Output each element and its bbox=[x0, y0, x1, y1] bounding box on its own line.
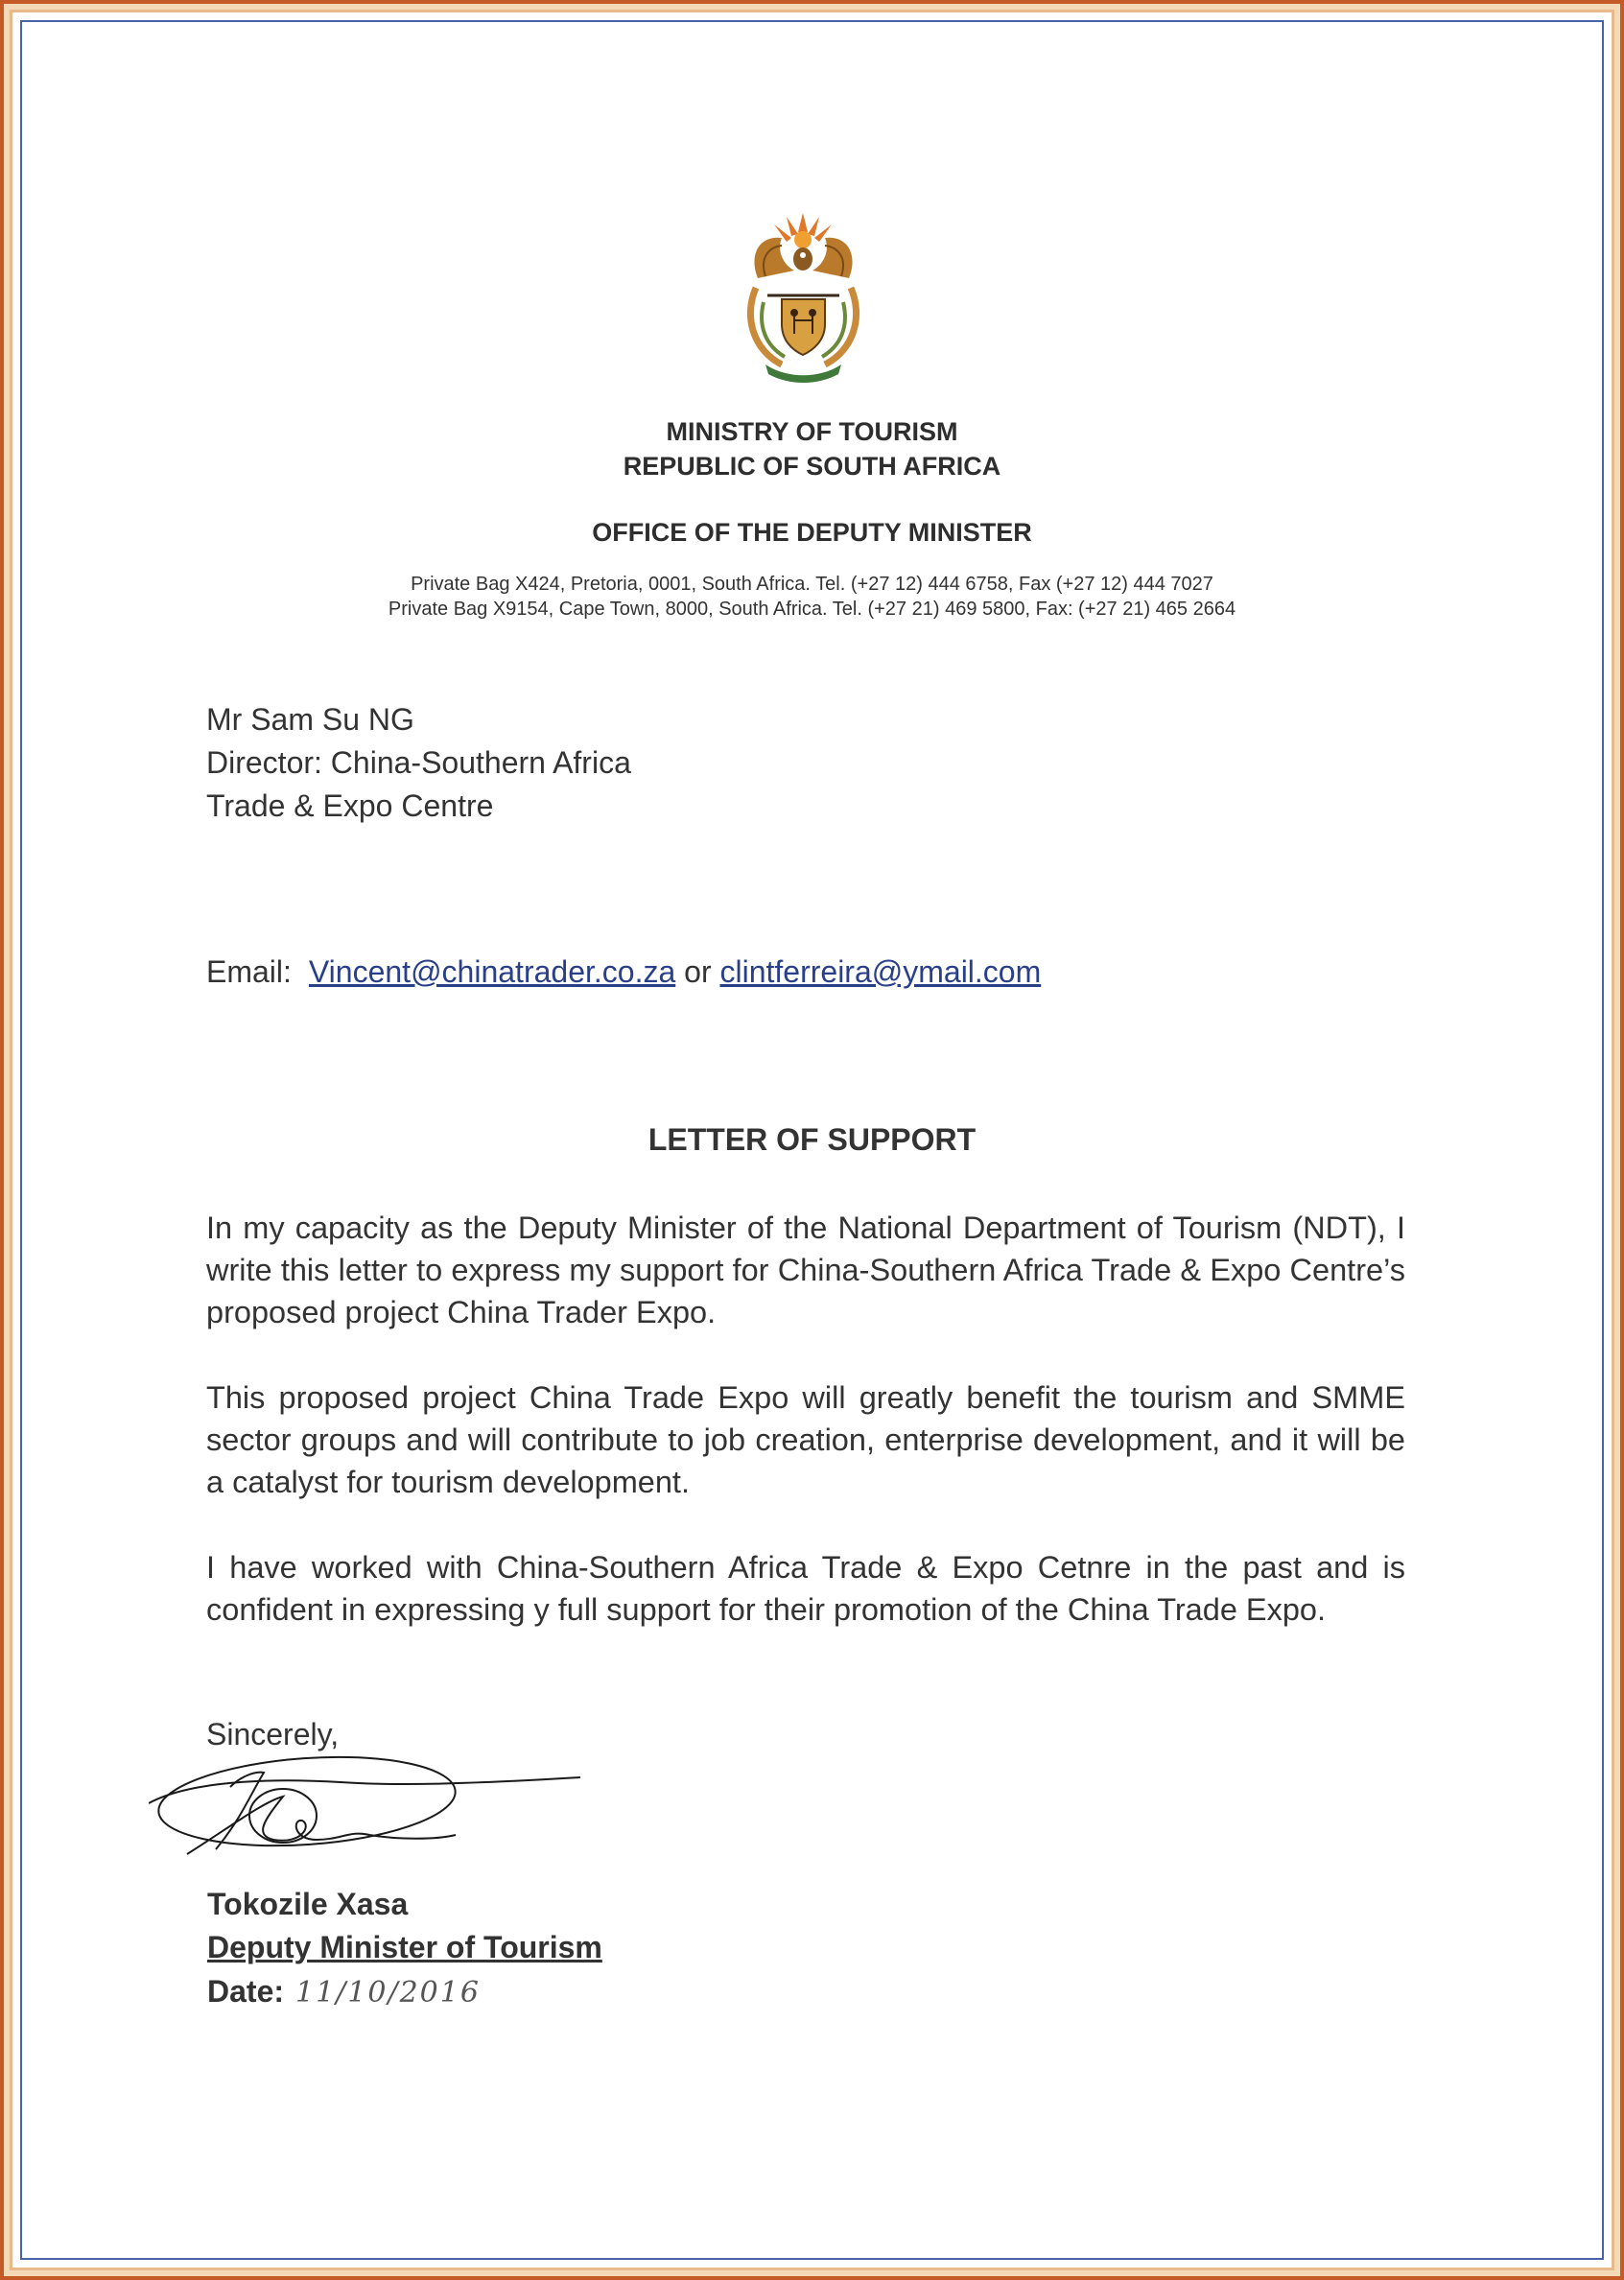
handwritten-signature bbox=[149, 1744, 590, 1878]
coat-of-arms-icon bbox=[739, 211, 868, 384]
email-line bbox=[206, 954, 1041, 990]
address-pretoria: Private Bag X424, Pretoria, 0001, South Africa. Tel. (+27 12) 444 6758, Fax (+27 12) 444 7027 bbox=[411, 574, 1213, 595]
letter-title: LETTER OF SUPPORT bbox=[647, 1122, 977, 1157]
date-row bbox=[207, 1974, 481, 2010]
recipient-block bbox=[206, 698, 631, 828]
signatory-name: Tokozile Xasa bbox=[207, 1887, 409, 1921]
email-label: Email: bbox=[206, 954, 292, 989]
body-paragraph: This proposed project China Trade Expo will greatly benefit the tourism and SMME sector groups and will contribute to job creation, enterprise development, and it will be a catalyst for tourism development. bbox=[206, 1380, 1405, 1499]
email-link-primary[interactable]: Vincent@chinatrader.co.za bbox=[308, 954, 676, 989]
closing: Sincerely, bbox=[206, 1717, 340, 1751]
address-cape-town: Private Bag X9154, Cape Town, 8000, South Africa. Tel. (+27 21) 469 5800, Fax: (+27 21) 465 2664 bbox=[388, 599, 1236, 620]
email-link-secondary[interactable]: clintferreira@ymail.com bbox=[719, 954, 1042, 989]
email-separator: or bbox=[684, 954, 712, 989]
date-label: Date: bbox=[207, 1974, 285, 2009]
office-heading: OFFICE OF THE DEPUTY MINISTER bbox=[592, 518, 1032, 547]
date-value: 11/10/2016 bbox=[295, 1976, 481, 2010]
ministry-heading: MINISTRY OF TOURISM bbox=[666, 417, 958, 446]
recipient-title: Director: China-Southern Africa bbox=[206, 745, 631, 780]
body-paragraph: In my capacity as the Deputy Minister of the National Department of Tourism (NDT), I write this letter to express my support for China-Southern Africa Trade & Expo Centre’s proposed project China Trader Expo. bbox=[206, 1211, 1405, 1329]
republic-heading: REPUBLIC OF SOUTH AFRICA bbox=[623, 452, 1001, 481]
recipient-organisation: Trade & Expo Centre bbox=[206, 788, 494, 823]
recipient-name: Mr Sam Su NG bbox=[206, 702, 414, 737]
body-paragraph: I have worked with China-Southern Africa Trade & Expo Cetnre in the past and is confident in expressing y full support for their promotion of the China Trade Expo. bbox=[206, 1550, 1405, 1627]
signatory-title: Deputy Minister of Tourism bbox=[207, 1930, 602, 1964]
